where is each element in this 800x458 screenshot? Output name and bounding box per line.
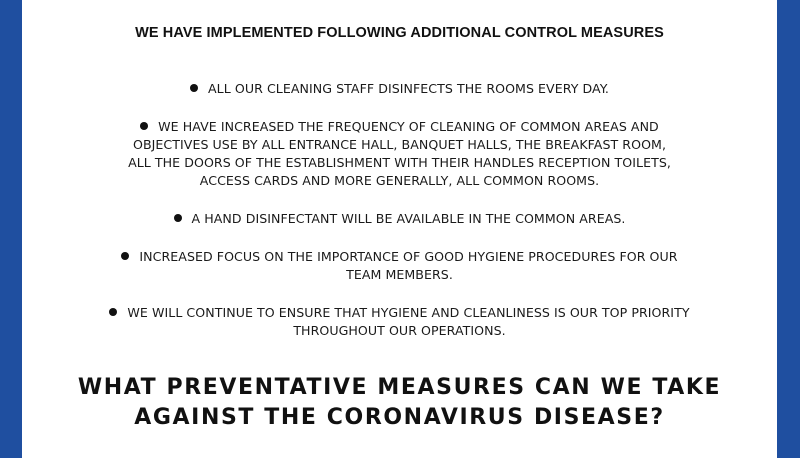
bullet-icon — [174, 214, 182, 222]
measure-hygiene-focus — [22, 248, 777, 284]
bullet-icon — [190, 84, 198, 92]
question-line: AGAINST THE CORONAVIRUS DISEASE? — [134, 405, 665, 430]
measure-cleaning-frequency — [22, 118, 777, 190]
measure-cleaning-staff — [22, 80, 777, 98]
right-blue-border — [777, 0, 800, 458]
measure-line: INCREASED FOCUS ON THE IMPORTANCE OF GOOD HYGIENE PROCEDURES FOR OUR — [22, 248, 777, 266]
control-measures-heading: WE HAVE IMPLEMENTED FOLLOWING ADDITIONAL CONTROL MEASURES — [135, 25, 664, 41]
measure-line: WE WILL CONTINUE TO ENSURE THAT HYGIENE AND CLEANLINESS IS OUR TOP PRIORITY — [22, 304, 777, 322]
measure-line: THROUGHOUT OUR OPERATIONS. — [293, 323, 506, 338]
bullet-icon — [140, 122, 148, 130]
bullet-icon — [121, 252, 129, 260]
measure-line: OBJECTIVES USE BY ALL ENTRANCE HALL, BANQUET HALLS, THE BREAKFAST ROOM, — [133, 137, 666, 152]
measure-top-priority — [22, 304, 777, 340]
preventative-measures-question — [22, 373, 777, 433]
measure-line: ALL THE DOORS OF THE ESTABLISHMENT WITH THEIR HANDLES RECEPTION TOILETS, — [128, 155, 671, 170]
measure-line: TEAM MEMBERS. — [346, 267, 453, 282]
measure-line: WE HAVE INCREASED THE FREQUENCY OF CLEANING OF COMMON AREAS AND — [22, 118, 777, 136]
measure-line: ALL OUR CLEANING STAFF DISINFECTS THE ROOMS EVERY DAY. — [22, 80, 777, 98]
measure-line: A HAND DISINFECTANT WILL BE AVAILABLE IN THE COMMON AREAS. — [22, 210, 777, 228]
measure-hand-disinfectant — [22, 210, 777, 228]
measure-line: ACCESS CARDS AND MORE GENERALLY, ALL COMMON ROOMS. — [199, 173, 600, 188]
left-blue-border — [0, 0, 22, 458]
notice-panel — [22, 0, 777, 458]
question-line: WHAT PREVENTATIVE MEASURES CAN WE TAKE — [77, 375, 722, 400]
bullet-icon — [109, 308, 117, 316]
